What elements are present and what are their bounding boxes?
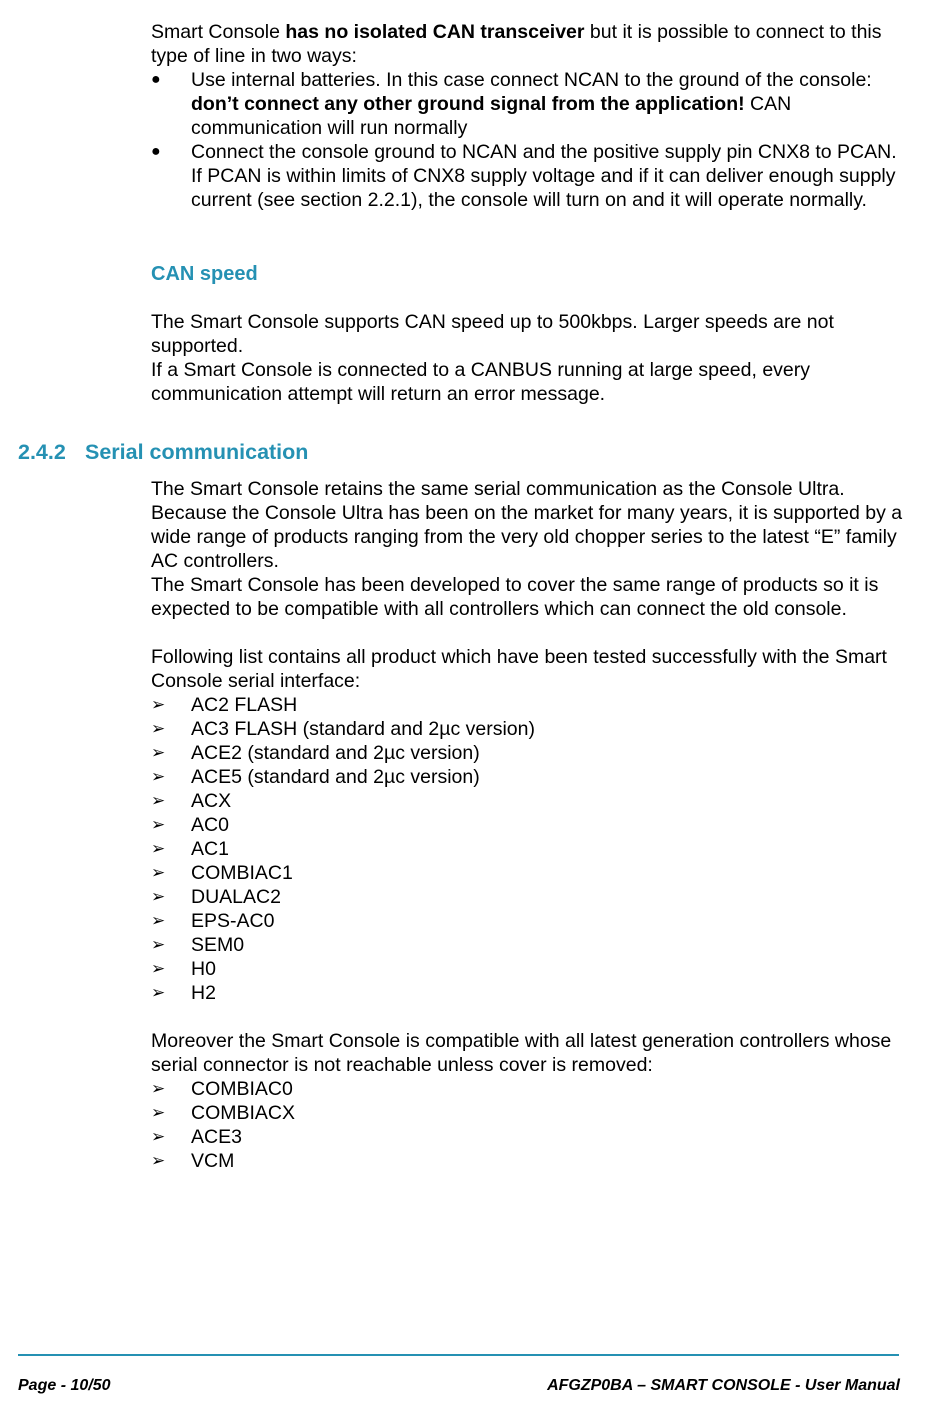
can-speed-paragraph: The Smart Console supports CAN speed up to 500kbps. Larger speeds are not supported. — [151, 311, 834, 357]
serial-paragraph: The Smart Console retains the same serial communication as the Console Ultra. Because the Console Ultra has been on the market for many years, it is supported by a wide range of products ranging from the very old chopper series to the latest “E” family AC controllers. — [151, 478, 903, 572]
section-number: 2.4.2 — [18, 440, 66, 464]
arrow-bullet-icon: ➢ — [151, 695, 166, 715]
product-name: COMBIAC1 — [191, 862, 293, 884]
product-name: AC1 — [191, 838, 229, 860]
arrow-bullet-icon: ➢ — [151, 839, 166, 859]
arrow-bullet-icon: ➢ — [151, 1103, 166, 1123]
product-name: COMBIAC0 — [191, 1078, 293, 1100]
arrow-bullet-icon: ➢ — [151, 743, 166, 763]
product-name: VCM — [191, 1150, 235, 1172]
intro-block — [151, 20, 911, 212]
document-title: AFGZP0BA – SMART CONSOLE - User Manual — [547, 1377, 900, 1394]
intro-paragraph: Smart Console has no isolated CAN transceiver but it is possible to connect to this type of line in two ways: — [151, 21, 882, 67]
tested-products-list — [151, 693, 911, 1005]
arrow-bullet-icon: ➢ — [151, 887, 166, 907]
list-item: ● Use internal batteries. In this case connect NCAN to the ground of the console: don’t connect any other ground signal from the application! CAN communication will run normally — [151, 69, 872, 139]
list-item: ● Connect the console ground to NCAN and the positive supply pin CNX8 to PCAN. If PCAN is within limits of CNX8 supply voltage and if it can deliver enough supply current (see section 2.2.1), the console will turn on and it will operate normally. — [151, 141, 897, 211]
can-speed-section — [151, 262, 911, 406]
arrow-bullet-icon: ➢ — [151, 719, 166, 739]
product-name: ACE3 — [191, 1126, 242, 1148]
product-name: AC0 — [191, 814, 229, 836]
serial-section — [151, 477, 911, 1173]
list-item — [151, 1101, 911, 1125]
footer-rule — [18, 1354, 899, 1356]
arrow-bullet-icon: ➢ — [151, 1151, 166, 1171]
product-name: H2 — [191, 982, 216, 1004]
can-speed-paragraph: If a Smart Console is connected to a CANBUS running at large speed, every communication attempt will return an error message. — [151, 359, 811, 405]
arrow-bullet-icon: ➢ — [151, 1127, 166, 1147]
list-item — [151, 789, 911, 813]
list-item — [151, 1077, 911, 1101]
serial-paragraph: The Smart Console has been developed to cover the same range of products so it is expected to be compatible with all controllers which can connect the old console. — [151, 574, 879, 620]
list-item — [151, 741, 911, 765]
list-item — [151, 909, 911, 933]
latest-products-list — [151, 1077, 911, 1173]
list-item — [151, 837, 911, 861]
arrow-bullet-icon: ➢ — [151, 863, 166, 883]
list-item — [151, 717, 911, 741]
list-item — [151, 693, 911, 717]
arrow-bullet-icon: ➢ — [151, 959, 166, 979]
arrow-bullet-icon: ➢ — [151, 983, 166, 1003]
product-name: SEM0 — [191, 934, 245, 956]
list-item — [151, 981, 911, 1005]
list-item — [151, 933, 911, 957]
latest-intro: Moreover the Smart Console is compatible with all latest generation controllers whose serial connector is not reachable unless cover is removed: — [151, 1030, 892, 1076]
list-item — [151, 861, 911, 885]
section-title: Serial communication — [85, 440, 309, 464]
list-item — [151, 765, 911, 789]
list-item — [151, 1149, 911, 1173]
can-speed-heading: CAN speed — [151, 263, 258, 285]
product-name: H0 — [191, 958, 216, 980]
tested-intro: Following list contains all product which have been tested successfully with the Smart Console serial interface: — [151, 646, 887, 692]
page-number: Page - 10/50 — [18, 1377, 111, 1394]
arrow-bullet-icon: ➢ — [151, 935, 166, 955]
arrow-bullet-icon: ➢ — [151, 1079, 166, 1099]
product-name: EPS-AC0 — [191, 910, 275, 932]
section-heading — [18, 440, 308, 464]
list-item — [151, 885, 911, 909]
arrow-bullet-icon: ➢ — [151, 911, 166, 931]
product-name: AC2 FLASH — [191, 694, 298, 716]
product-name: ACE2 (standard and 2µc version) — [191, 742, 480, 764]
product-name: ACX — [191, 790, 232, 812]
arrow-bullet-icon: ➢ — [151, 815, 166, 835]
bullet-dot-icon: ● — [151, 143, 161, 160]
product-name: AC3 FLASH (standard and 2µc version) — [191, 718, 535, 740]
arrow-bullet-icon: ➢ — [151, 791, 166, 811]
list-item — [151, 1125, 911, 1149]
product-name: DUALAC2 — [191, 886, 281, 908]
bullet-dot-icon: ● — [151, 71, 161, 88]
arrow-bullet-icon: ➢ — [151, 767, 166, 787]
product-name: ACE5 (standard and 2µc version) — [191, 766, 480, 788]
product-name: COMBIACX — [191, 1102, 296, 1124]
list-item — [151, 957, 911, 981]
list-item — [151, 813, 911, 837]
connection-ways-list — [151, 68, 911, 212]
